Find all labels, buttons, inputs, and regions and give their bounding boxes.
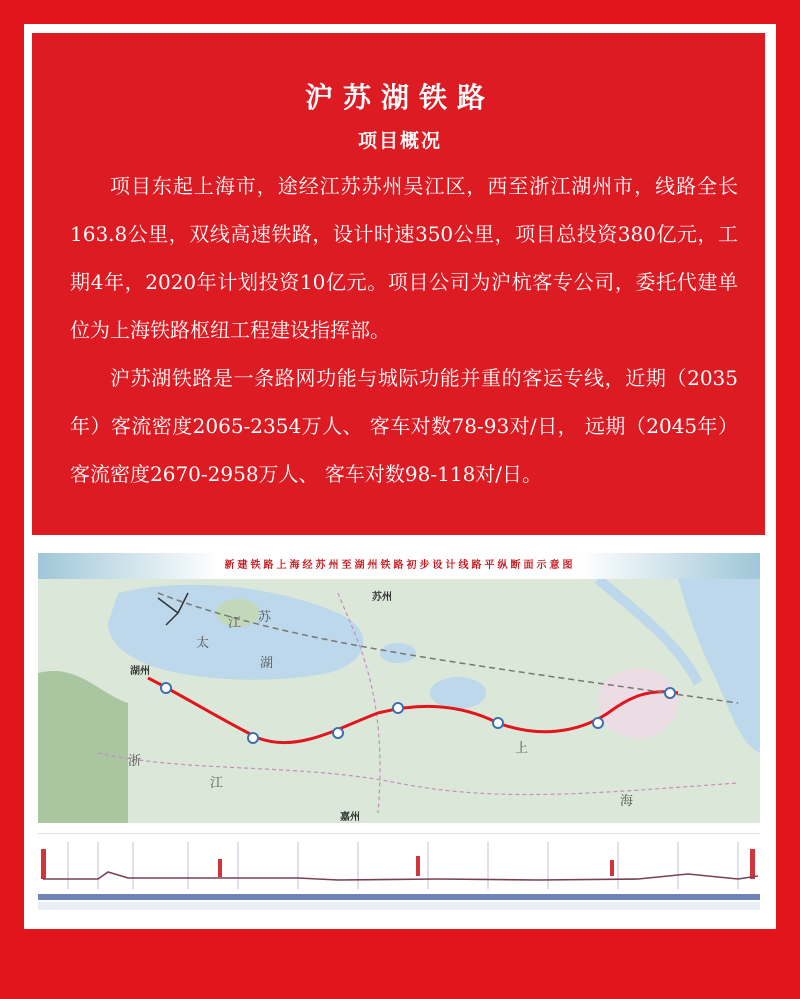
map-label-su: 苏 bbox=[258, 610, 272, 625]
overview-paragraph-2: 沪苏湖铁路是一条路网功能与城际功能并重的客运专线，近期（2035年）客流密度2065-2354万人、 客车对数78-93对/日， 远期（2045年）客流密度2670-2958万人、 客车对数98-118对/日。 bbox=[70, 366, 738, 486]
map-label-jiang-1: 江 bbox=[228, 616, 242, 631]
map-caption: 新建铁路上海经苏州至湖州铁路初步设计线路平纵断面示意图 bbox=[224, 560, 576, 571]
map-label-jiang-2: 江 bbox=[210, 776, 224, 791]
map-label-jiaxing: 嘉州 bbox=[340, 812, 360, 823]
page-subtitle: 项目概况 bbox=[357, 130, 442, 152]
map-label-zhe: 浙 bbox=[128, 754, 142, 769]
map-label-hai: 海 bbox=[620, 794, 634, 809]
overview-paragraph-1: 项目东起上海市，途经江苏苏州吴江区，西至浙江湖州市，线路全长163.8公里，双线高速铁路，设计时速350公里，项目总投资380亿元，工期4年，2020年计划投资10亿元。项目公司为沪杭客专公司，委托代建单位为上海铁路枢纽工程建设指挥部。 bbox=[70, 174, 738, 342]
map-label-huzhou: 湖州 bbox=[130, 666, 150, 677]
map-label-tai: 太 bbox=[196, 636, 210, 651]
map-label-hu: 湖 bbox=[260, 656, 274, 671]
profile-graphic bbox=[38, 834, 760, 914]
map-label-shang: 上 bbox=[515, 741, 529, 756]
route-map bbox=[38, 553, 760, 823]
map-label-suzhou: 苏州 bbox=[372, 592, 392, 603]
page-title: 沪苏湖铁路 bbox=[304, 81, 495, 114]
longitudinal-profile bbox=[38, 833, 760, 914]
route-map-graphic bbox=[38, 553, 760, 823]
